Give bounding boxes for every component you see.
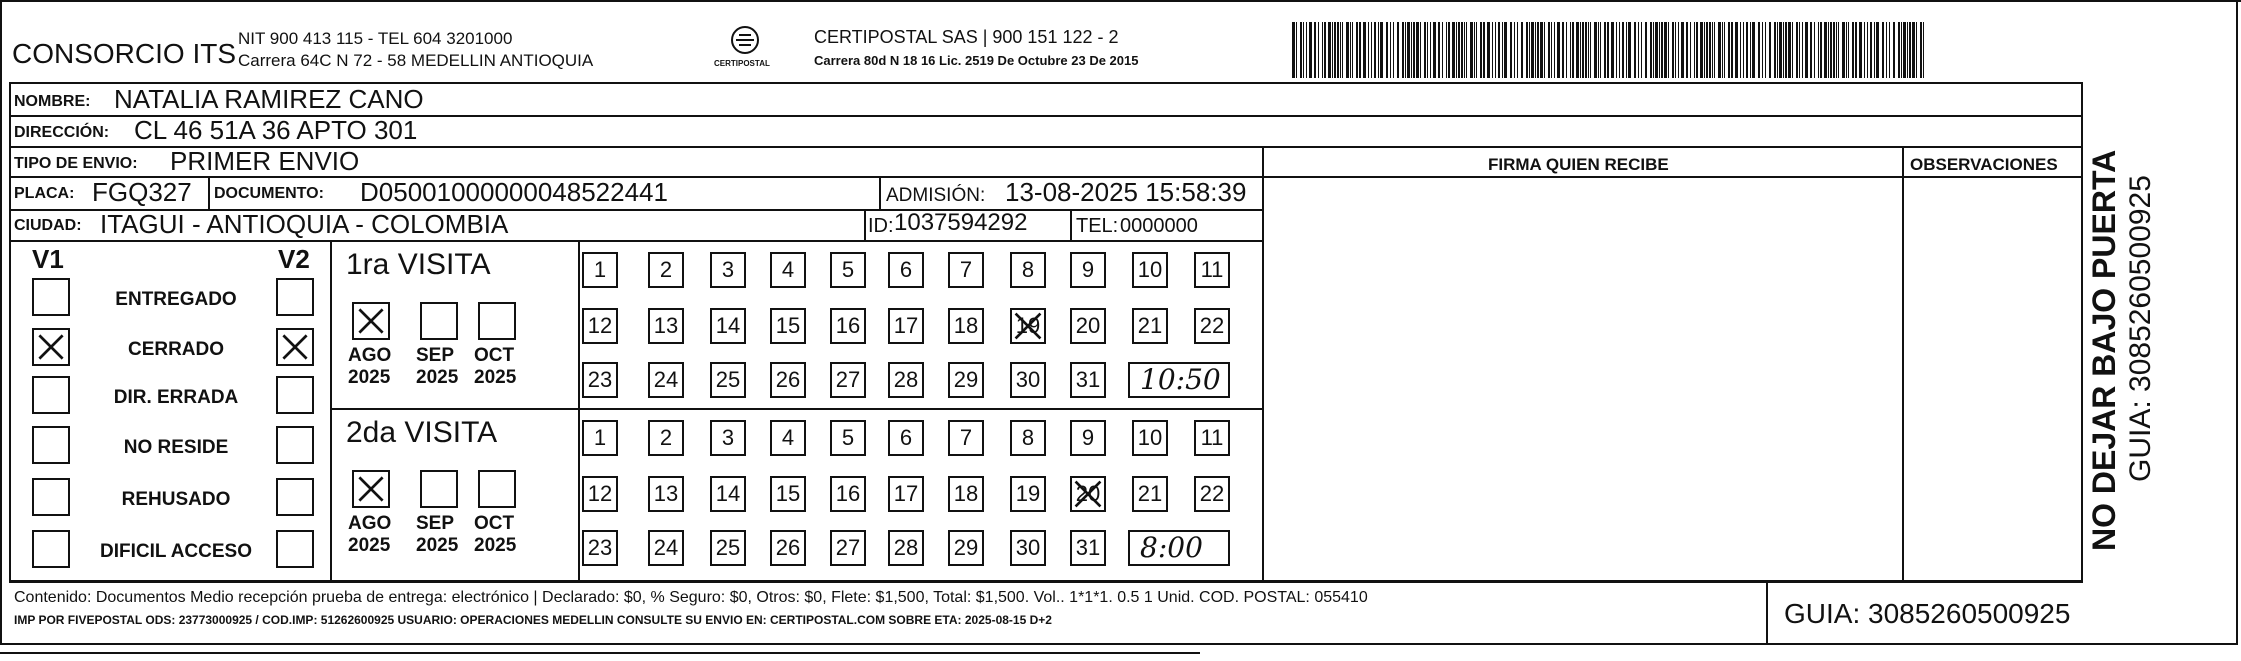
company-nit: NIT 900 413 115 - TEL 604 3201000 xyxy=(238,29,513,48)
day-box[interactable] xyxy=(1194,420,1230,456)
nombre-label: NOMBRE: xyxy=(14,93,91,110)
month-label: SEP xyxy=(416,345,455,366)
left-border xyxy=(0,0,2,644)
day-box[interactable] xyxy=(1070,530,1106,566)
day-box[interactable] xyxy=(582,252,618,288)
month-checkbox[interactable] xyxy=(478,302,516,340)
day-number: 25 xyxy=(715,535,741,560)
day-number: 24 xyxy=(653,535,679,560)
day-number: 28 xyxy=(893,535,919,560)
day-number: 4 xyxy=(781,257,795,282)
month-checkbox[interactable] xyxy=(352,470,390,508)
certipostal-logo xyxy=(710,22,780,74)
day-box[interactable] xyxy=(1132,308,1168,344)
year-label: 2025 xyxy=(474,367,517,388)
day-number: 2 xyxy=(659,257,673,282)
day-box[interactable] xyxy=(948,476,984,512)
day-box[interactable] xyxy=(710,530,746,566)
v1-checkbox[interactable] xyxy=(32,376,70,414)
day-box[interactable] xyxy=(948,420,984,456)
footer-contenido: Contenido: Documentos Medio recepción prueba de entrega: electrónico | Declarado: $0, % Seguro: $0, Otros: $0, Flete: $1,500, Total: $1,500. Vol.. 1*1*1. 0.5 1 Unid. COD. POSTAL: 055410 xyxy=(14,589,1368,606)
day-number: 5 xyxy=(841,257,855,282)
direccion-value: CL 46 51A 36 APTO 301 xyxy=(134,115,418,145)
day-number: 18 xyxy=(953,313,979,338)
day-box[interactable] xyxy=(830,252,866,288)
day-number: 17 xyxy=(893,313,919,338)
day-box[interactable] xyxy=(1194,252,1230,288)
footer-divider xyxy=(1766,582,1768,644)
observaciones-header: OBSERVACIONES xyxy=(1910,155,2058,174)
day-box[interactable] xyxy=(770,420,806,456)
row-divider xyxy=(1262,176,2083,178)
nombre-value: NATALIA RAMIREZ CANO xyxy=(114,84,424,114)
day-number: 15 xyxy=(775,481,801,506)
day-box[interactable] xyxy=(830,362,866,398)
day-number: 4 xyxy=(781,425,795,450)
footer-guia: GUIA: 3085260500925 xyxy=(1784,598,2071,629)
visit-time-box[interactable] xyxy=(1128,362,1230,398)
day-box[interactable] xyxy=(830,476,866,512)
v2-checkbox[interactable] xyxy=(276,426,314,464)
ciudad-value: ITAGUI - ANTIOQUIA - COLOMBIA xyxy=(100,209,509,239)
day-number: 14 xyxy=(715,313,741,338)
day-number: 18 xyxy=(953,481,979,506)
day-box[interactable] xyxy=(888,530,924,566)
v1-checkbox[interactable] xyxy=(32,426,70,464)
row-divider xyxy=(9,240,1263,242)
v1-checkbox[interactable] xyxy=(32,328,70,366)
day-box[interactable] xyxy=(1194,476,1230,512)
col-divider xyxy=(879,177,881,210)
status-divider xyxy=(330,240,332,582)
day-box[interactable] xyxy=(888,476,924,512)
day-number: 16 xyxy=(835,481,861,506)
day-number: 6 xyxy=(899,257,913,282)
day-box[interactable] xyxy=(648,476,684,512)
v1-checkbox[interactable] xyxy=(32,278,70,316)
day-number: 12 xyxy=(587,313,613,338)
v2-checkbox[interactable] xyxy=(276,278,314,316)
barcode xyxy=(1292,22,1926,78)
documento-label: DOCUMENTO: xyxy=(214,185,324,202)
bottom-border xyxy=(0,643,2238,645)
status-option-label: REHUSADO xyxy=(121,489,231,510)
bottom-rule xyxy=(0,652,1200,654)
tipo-envio-label: TIPO DE ENVIO: xyxy=(14,155,138,172)
carrier-line-1: CERTIPOSTAL SAS | 900 151 122 - 2 xyxy=(814,27,1119,47)
tel-label: TEL: xyxy=(1076,215,1119,237)
day-number: 24 xyxy=(653,367,679,392)
v2-checkbox[interactable] xyxy=(276,376,314,414)
day-number: 12 xyxy=(587,481,613,506)
day-number: 9 xyxy=(1081,257,1095,282)
day-box[interactable] xyxy=(948,362,984,398)
day-number: 22 xyxy=(1199,481,1225,506)
day-box[interactable] xyxy=(830,530,866,566)
day-number: 10 xyxy=(1137,257,1163,282)
day-number: 17 xyxy=(893,481,919,506)
day-number: 31 xyxy=(1075,367,1101,392)
month-checkbox[interactable] xyxy=(352,302,390,340)
day-box[interactable] xyxy=(770,252,806,288)
day-number: 15 xyxy=(775,313,801,338)
day-number: 1 xyxy=(593,425,607,450)
day-box[interactable] xyxy=(648,308,684,344)
day-number: 27 xyxy=(835,367,861,392)
day-box[interactable] xyxy=(888,420,924,456)
year-label: 2025 xyxy=(416,535,459,556)
month-label: AGO xyxy=(348,345,392,366)
day-box[interactable] xyxy=(1132,420,1168,456)
day-box[interactable] xyxy=(948,308,984,344)
day-box[interactable] xyxy=(1010,362,1046,398)
day-box[interactable] xyxy=(1070,476,1106,512)
day-box[interactable] xyxy=(948,252,984,288)
month-checkbox[interactable] xyxy=(478,470,516,508)
day-box[interactable] xyxy=(648,420,684,456)
day-number: 28 xyxy=(893,367,919,392)
day-box[interactable] xyxy=(770,530,806,566)
day-number: 9 xyxy=(1081,425,1095,450)
year-label: 2025 xyxy=(416,367,459,388)
side-guia: GUIA: 3085260500925 xyxy=(2124,175,2157,482)
day-box[interactable] xyxy=(830,420,866,456)
month-checkbox[interactable] xyxy=(420,302,458,340)
certipostal-logo-text: CERTIPOSTAL xyxy=(714,59,770,68)
day-number: 30 xyxy=(1015,367,1041,392)
day-number: 2 xyxy=(659,425,673,450)
day-box[interactable] xyxy=(830,308,866,344)
day-box[interactable] xyxy=(710,476,746,512)
col-divider xyxy=(1262,146,1264,582)
day-number: 19 xyxy=(1015,313,1041,338)
direccion-label: DIRECCIÓN: xyxy=(14,124,110,141)
day-number: 13 xyxy=(653,481,679,506)
v1-label: V1 xyxy=(32,244,64,274)
v1-checkbox[interactable] xyxy=(32,478,70,516)
id-value: 1037594292 xyxy=(894,209,1028,236)
day-number: 31 xyxy=(1075,535,1101,560)
year-label: 2025 xyxy=(348,535,391,556)
visit-time: 8:00 xyxy=(1140,531,1203,564)
day-box[interactable] xyxy=(770,476,806,512)
month-label: OCT xyxy=(474,513,515,534)
day-number: 25 xyxy=(715,367,741,392)
carrier-line-2: Carrera 80d N 18 16 Lic. 2519 De Octubre 23 De 2015 xyxy=(814,53,1139,68)
side-warning: NO DEJAR BAJO PUERTA xyxy=(2086,149,2122,551)
day-number: 23 xyxy=(587,535,613,560)
v2-checkbox[interactable] xyxy=(276,530,314,568)
col-divider xyxy=(864,209,866,241)
day-number: 26 xyxy=(775,367,801,392)
day-box[interactable] xyxy=(582,476,618,512)
day-box[interactable] xyxy=(948,530,984,566)
day-number: 6 xyxy=(899,425,913,450)
day-box[interactable] xyxy=(1070,252,1106,288)
day-number: 1 xyxy=(593,257,607,282)
ciudad-label: CIUDAD: xyxy=(14,217,82,234)
day-box[interactable] xyxy=(1070,362,1106,398)
day-number: 8 xyxy=(1021,257,1035,282)
visit-title: 2da VISITA xyxy=(346,416,498,449)
day-number: 13 xyxy=(653,313,679,338)
day-number: 11 xyxy=(1200,425,1224,450)
day-box[interactable] xyxy=(1132,476,1168,512)
visit-split xyxy=(330,408,1263,410)
footer-imp: IMP POR FIVEPOSTAL ODS: 23773000925 / COD.IMP: 51262600925 USUARIO: OPERACIONES MEDELLIN CONSULTE SU ENVIO EN: CERTIPOSTAL.COM SOBRE ETA: 2025-08-15 D+2 xyxy=(14,613,1052,627)
day-box[interactable] xyxy=(1010,420,1046,456)
day-number: 27 xyxy=(835,535,861,560)
day-box[interactable] xyxy=(1194,308,1230,344)
day-number: 3 xyxy=(721,425,735,450)
status-option-label: ENTREGADO xyxy=(115,289,237,310)
day-number: 29 xyxy=(953,367,979,392)
day-number: 8 xyxy=(1021,425,1035,450)
day-box[interactable] xyxy=(1010,308,1046,344)
day-box[interactable] xyxy=(648,530,684,566)
year-label: 2025 xyxy=(348,367,391,388)
day-box[interactable] xyxy=(1010,252,1046,288)
status-option-label: DIR. ERRADA xyxy=(113,387,239,408)
day-number: 10 xyxy=(1137,425,1163,450)
firma-header: FIRMA QUIEN RECIBE xyxy=(1488,155,1669,174)
company-name: CONSORCIO ITS xyxy=(12,38,237,69)
day-box[interactable] xyxy=(770,362,806,398)
barcode-gap xyxy=(1924,22,1926,78)
day-box[interactable] xyxy=(1070,420,1106,456)
month-label: AGO xyxy=(348,513,392,534)
v2-checkbox[interactable] xyxy=(276,478,314,516)
day-box[interactable] xyxy=(1010,530,1046,566)
v1-checkbox[interactable] xyxy=(32,530,70,568)
day-number: 7 xyxy=(959,425,973,450)
day-number: 22 xyxy=(1199,313,1225,338)
placa-value: FGQ327 xyxy=(92,177,192,207)
day-number: 16 xyxy=(835,313,861,338)
documento-value: D05001000000048522441 xyxy=(360,177,668,207)
month-checkbox[interactable] xyxy=(420,470,458,508)
day-box[interactable] xyxy=(648,362,684,398)
day-box[interactable] xyxy=(582,420,618,456)
day-number: 21 xyxy=(1137,313,1163,338)
tel-value: 0000000 xyxy=(1120,215,1198,237)
visit-title: 1ra VISITA xyxy=(346,248,491,281)
col-divider xyxy=(1902,146,1904,582)
row-divider xyxy=(9,581,2083,583)
v2-label: V2 xyxy=(278,244,310,274)
day-box[interactable] xyxy=(710,308,746,344)
status-option-label: NO RESIDE xyxy=(123,437,229,458)
day-box[interactable] xyxy=(888,252,924,288)
month-label: SEP xyxy=(416,513,455,534)
visit-time: 10:50 xyxy=(1140,363,1221,396)
admision-value: 13-08-2025 15:58:39 xyxy=(1005,177,1247,207)
right-border xyxy=(2236,0,2238,644)
day-box[interactable] xyxy=(582,362,618,398)
day-number: 5 xyxy=(841,425,855,450)
month-label: OCT xyxy=(474,345,515,366)
day-number: 20 xyxy=(1075,313,1101,338)
day-number: 20 xyxy=(1075,481,1101,506)
day-box[interactable] xyxy=(1070,308,1106,344)
v2-checkbox[interactable] xyxy=(276,328,314,366)
col-divider xyxy=(1070,209,1072,241)
admision-label: ADMISIÓN: xyxy=(886,185,986,206)
day-number: 11 xyxy=(1200,257,1224,282)
day-number: 26 xyxy=(775,535,801,560)
day-number: 29 xyxy=(953,535,979,560)
day-number: 21 xyxy=(1137,481,1163,506)
status-option-label: CERRADO xyxy=(127,339,225,360)
day-number: 3 xyxy=(721,257,735,282)
day-box[interactable] xyxy=(710,362,746,398)
col-divider xyxy=(208,177,210,210)
visit-time-box[interactable] xyxy=(1128,530,1230,566)
placa-label: PLACA: xyxy=(14,185,75,202)
day-box[interactable] xyxy=(770,308,806,344)
day-number: 14 xyxy=(715,481,741,506)
day-box[interactable] xyxy=(888,362,924,398)
company-address: Carrera 64C N 72 - 58 MEDELLIN ANTIOQUIA xyxy=(238,51,594,70)
day-number: 19 xyxy=(1015,481,1041,506)
tipo-envio-value: PRIMER ENVIO xyxy=(170,146,360,176)
day-box[interactable] xyxy=(582,308,618,344)
day-box[interactable] xyxy=(1010,476,1046,512)
year-label: 2025 xyxy=(474,535,517,556)
id-label: ID: xyxy=(868,215,894,237)
visit-divider xyxy=(578,240,580,582)
day-number: 23 xyxy=(587,367,613,392)
day-box[interactable] xyxy=(582,530,618,566)
day-number: 30 xyxy=(1015,535,1041,560)
day-box[interactable] xyxy=(710,420,746,456)
top-border xyxy=(0,0,2241,2)
day-box[interactable] xyxy=(1132,252,1168,288)
status-option-label: DIFICIL ACCESO xyxy=(99,541,252,562)
day-box[interactable] xyxy=(648,252,684,288)
day-number: 7 xyxy=(959,257,973,282)
day-box[interactable] xyxy=(888,308,924,344)
day-box[interactable] xyxy=(710,252,746,288)
